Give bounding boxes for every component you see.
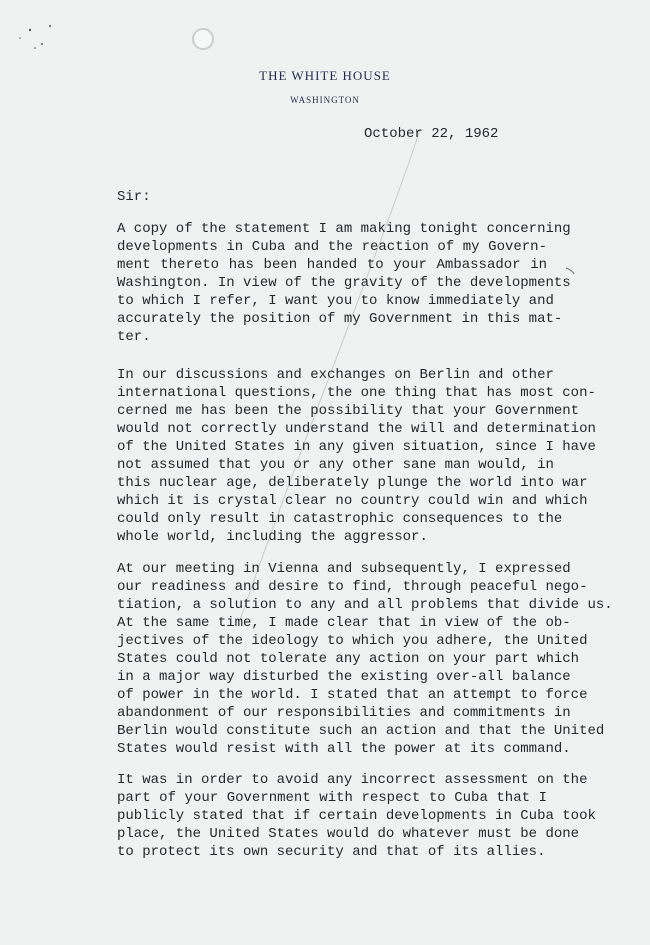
- text-line: which it is crystal clear no country could win and which: [117, 493, 588, 509]
- text-line: cerned me has been the possibility that your Government: [117, 403, 580, 419]
- text-line: tiation, a solution to any and all problems that divide us.: [117, 597, 613, 613]
- paragraph-1: [117, 220, 571, 346]
- text-line: developments in Cuba and the reaction of my Govern-: [117, 239, 547, 255]
- text-line: in a major way disturbed the existing over-all balance: [117, 669, 571, 685]
- text-line: Berlin would constitute such an action and that the United: [117, 723, 605, 739]
- text-line: States would resist with all the power at its command.: [117, 741, 571, 757]
- text-line: abandonment of our responsibilities and commitments in: [117, 705, 571, 721]
- paragraph-2: [117, 366, 596, 546]
- text-line: of the United States in any given situation, since I have: [117, 439, 596, 455]
- text-line: jectives of the ideology to which you adhere, the United: [117, 633, 588, 649]
- text-line: In our discussions and exchanges on Berlin and other: [117, 367, 554, 383]
- text-line: It was in order to avoid any incorrect assessment on the: [117, 772, 588, 788]
- text-line: place, the United States would do whatever must be done: [117, 826, 580, 842]
- paragraph-4: [117, 771, 596, 861]
- text-line: could only result in catastrophic consequences to the: [117, 511, 563, 527]
- text-line: At our meeting in Vienna and subsequently, I expressed: [117, 561, 571, 577]
- text-line: At the same time, I made clear that in view of the ob-: [117, 615, 571, 631]
- text-line: whole world, including the aggressor.: [117, 529, 428, 545]
- text-line: to protect its own security and that of its allies.: [117, 844, 546, 860]
- text-line: States could not tolerate any action on your part which: [117, 651, 580, 667]
- text-line: to which I refer, I want you to know immediately and: [117, 293, 554, 309]
- text-line: would not correctly understand the will and determination: [117, 421, 596, 437]
- text-line: ter.: [117, 329, 151, 345]
- letter-date: October 22, 1962: [364, 126, 499, 142]
- text-line: accurately the position of my Government in this mat-: [117, 311, 563, 327]
- text-line: international questions, the one thing that has most con-: [117, 385, 596, 401]
- text-line: ment thereto has been handed to your Ambassador in: [117, 257, 547, 273]
- text-line: A copy of the statement I am making tonight concerning: [117, 221, 571, 237]
- text-line: Washington. In view of the gravity of the developments: [117, 275, 571, 291]
- text-line: of power in the world. I stated that an attempt to force: [117, 687, 588, 703]
- letterhead-subtitle: WASHINGTON: [290, 95, 360, 105]
- salutation: Sir:: [117, 189, 151, 205]
- text-line: part of your Government with respect to Cuba that I: [117, 790, 547, 806]
- paragraph-3: [117, 560, 613, 758]
- punch-hole: [192, 28, 214, 50]
- text-line: publicly stated that if certain developments in Cuba took: [117, 808, 596, 824]
- letterhead-title: THE WHITE HOUSE: [259, 68, 391, 83]
- text-line: not assumed that you or any other sane man would, in: [117, 457, 554, 473]
- text-line: this nuclear age, deliberately plunge the world into war: [117, 475, 588, 491]
- text-line: our readiness and desire to find, through peaceful nego-: [117, 579, 588, 595]
